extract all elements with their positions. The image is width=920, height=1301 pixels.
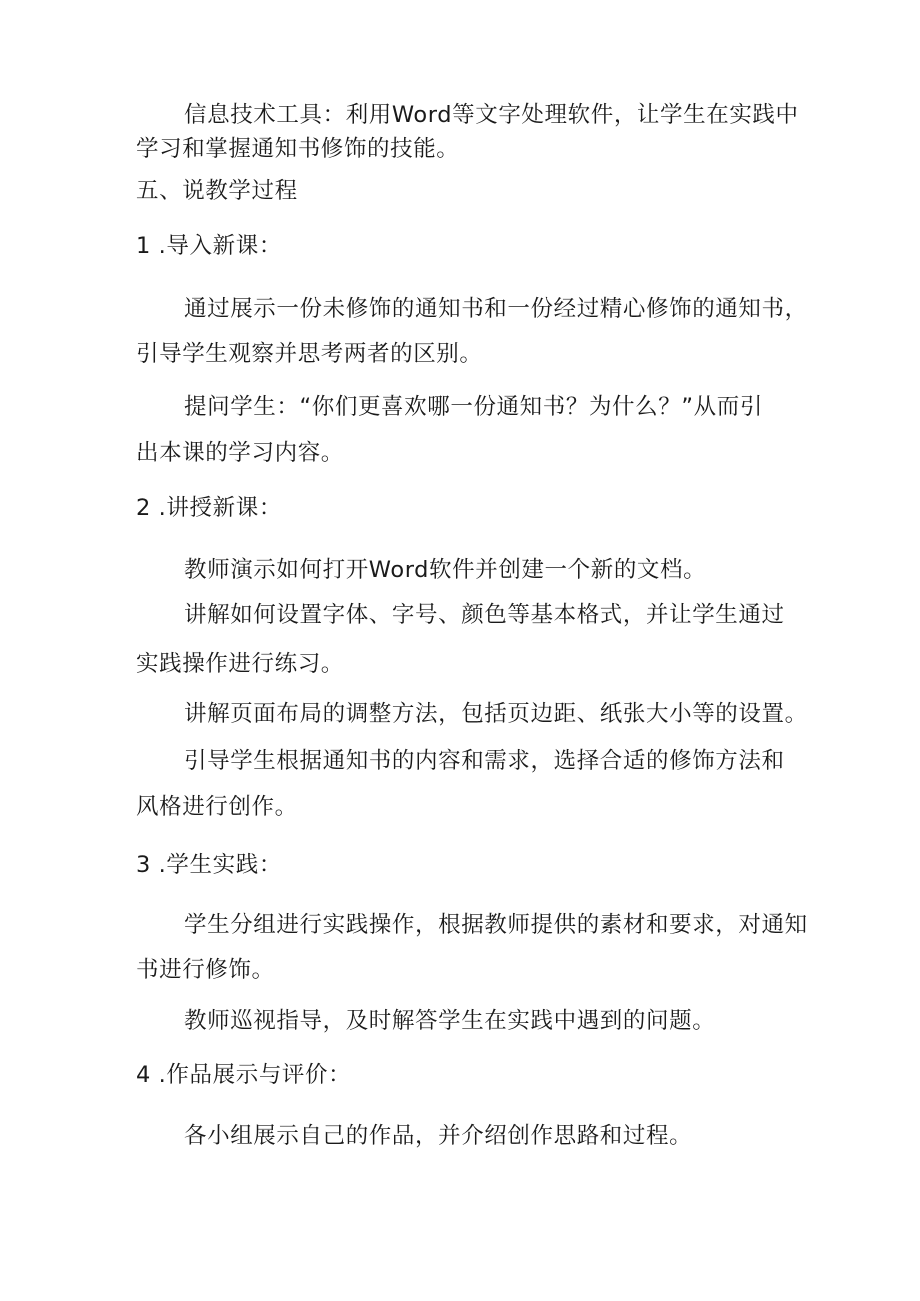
subsection-heading: 2 .讲授新课：	[136, 495, 282, 521]
subsection-heading: 3 .学生实践：	[136, 852, 282, 878]
paragraph-line: 书进行修饰。	[136, 957, 275, 983]
paragraph-line: 各小组展示自己的作品，并介绍创作思路和过程。	[184, 1123, 693, 1149]
paragraph-line: 学习和掌握通知书修饰的技能。	[136, 136, 460, 162]
paragraph-line: 教师巡视指导，及时解答学生在实践中遇到的问题。	[184, 1008, 716, 1034]
paragraph-line: 讲解页面布局的调整方法，包括页边距、纸张大小等的设置。	[184, 701, 808, 727]
paragraph-line: 学生分组进行实践操作，根据教师提供的素材和要求，对通知	[184, 912, 808, 938]
paragraph-line: 风格进行创作。	[136, 794, 298, 820]
paragraph-line: 教师演示如何打开Word软件并创建一个新的文档。	[184, 557, 707, 583]
subsection-heading: 4 .作品展示与评价：	[136, 1062, 352, 1088]
paragraph-line: 信息技术工具：利用Word等文字处理软件，让学生在实践中	[184, 102, 799, 128]
paragraph-line: 引导学生观察并思考两者的区别。	[136, 341, 483, 367]
paragraph-line: 出本课的学习内容。	[136, 440, 344, 466]
paragraph-line: 实践操作进行练习。	[136, 651, 344, 677]
section-heading: 五、说教学过程	[136, 178, 298, 204]
paragraph-line: 提问学生：“你们更喜欢哪一份通知书？为什么？”从而引	[184, 394, 763, 420]
paragraph-line: 通过展示一份未修饰的通知书和一份经过精心修饰的通知书，	[184, 296, 808, 322]
subsection-heading: 1 .导入新课：	[136, 233, 282, 259]
paragraph-line: 引导学生根据通知书的内容和需求，选择合适的修饰方法和	[184, 748, 785, 774]
paragraph-line: 讲解如何设置字体、字号、颜色等基本格式，并让学生通过	[184, 602, 785, 628]
